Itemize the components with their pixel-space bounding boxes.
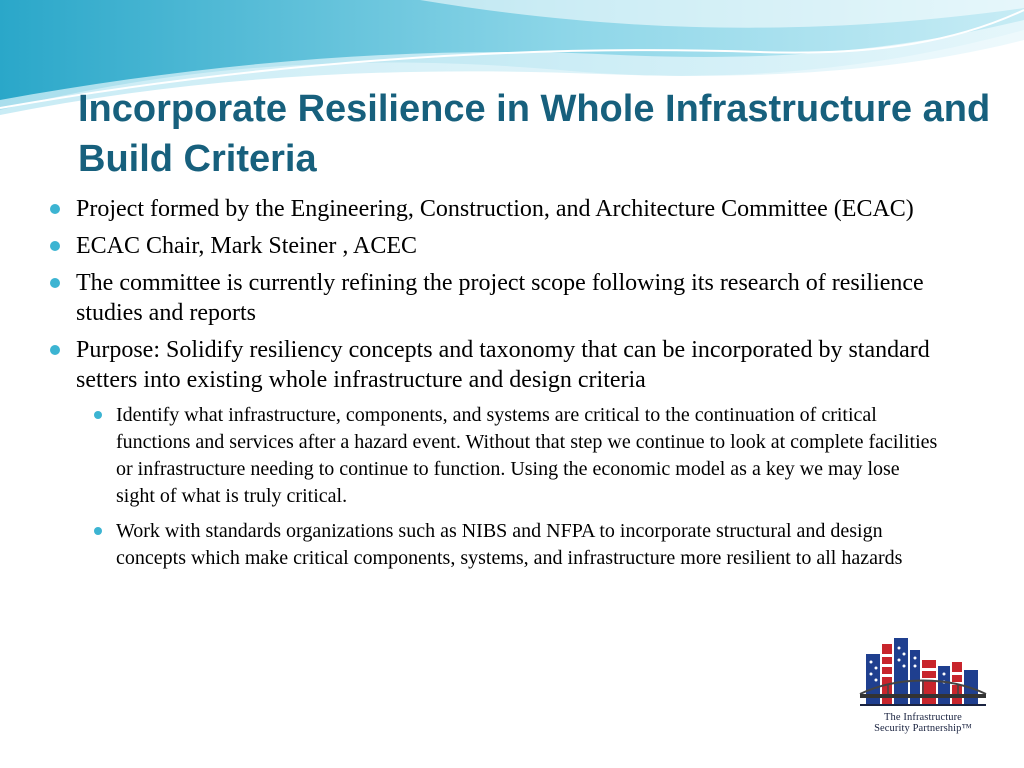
- infrastructure-security-partnership-logo: [858, 632, 988, 740]
- logo-line-2: Security Partnership™: [874, 723, 972, 734]
- bullet-item: [48, 268, 938, 328]
- sub-bullet-text: Work with standards organizations such as NIBS and NFPA to incorporate structural and design concepts which make critical components, systems, and infrastructure more resilient to all hazards: [116, 520, 903, 569]
- bullet-list: [48, 194, 938, 580]
- sub-bullet-item: [92, 402, 938, 510]
- sub-bullet-dot-icon: [94, 527, 102, 535]
- sub-bullet-item: [92, 518, 938, 572]
- sub-bullet-dot-icon: [94, 411, 102, 419]
- bullet-item: [48, 231, 938, 261]
- city-skyline-icon: [858, 632, 988, 712]
- bullet-text: The committee is currently refining the project scope following its research of resilience studies and reports: [76, 270, 924, 326]
- bullet-text: Purpose: Solidify resiliency concepts and taxonomy that can be incorporated by standard setters into existing whole infrastructure and design criteria: [76, 337, 930, 393]
- bullet-dot-icon: [50, 204, 60, 214]
- sub-bullet-text: Identify what infrastructure, components, and systems are critical to the continuation of critical functions and services after a hazard event. Without that step we continue to look at complete facilities or infrastructure needing to continue to function. Using the economic model as a key we may lose sight of what is truly critical.: [116, 404, 938, 507]
- bullet-dot-icon: [50, 278, 60, 288]
- logo-line-1: The Infrastructure: [884, 712, 962, 723]
- slide-title: Incorporate Resilience in Whole Infrastructure and Build Criteria: [78, 88, 991, 180]
- bullet-item: [48, 194, 938, 224]
- bullet-text: Project formed by the Engineering, Construction, and Architecture Committee (ECAC): [76, 196, 914, 222]
- bullet-text: ECAC Chair, Mark Steiner , ACEC: [76, 233, 418, 259]
- bullet-dot-icon: [50, 241, 60, 251]
- bullet-dot-icon: [50, 345, 60, 355]
- bullet-item: [48, 335, 938, 395]
